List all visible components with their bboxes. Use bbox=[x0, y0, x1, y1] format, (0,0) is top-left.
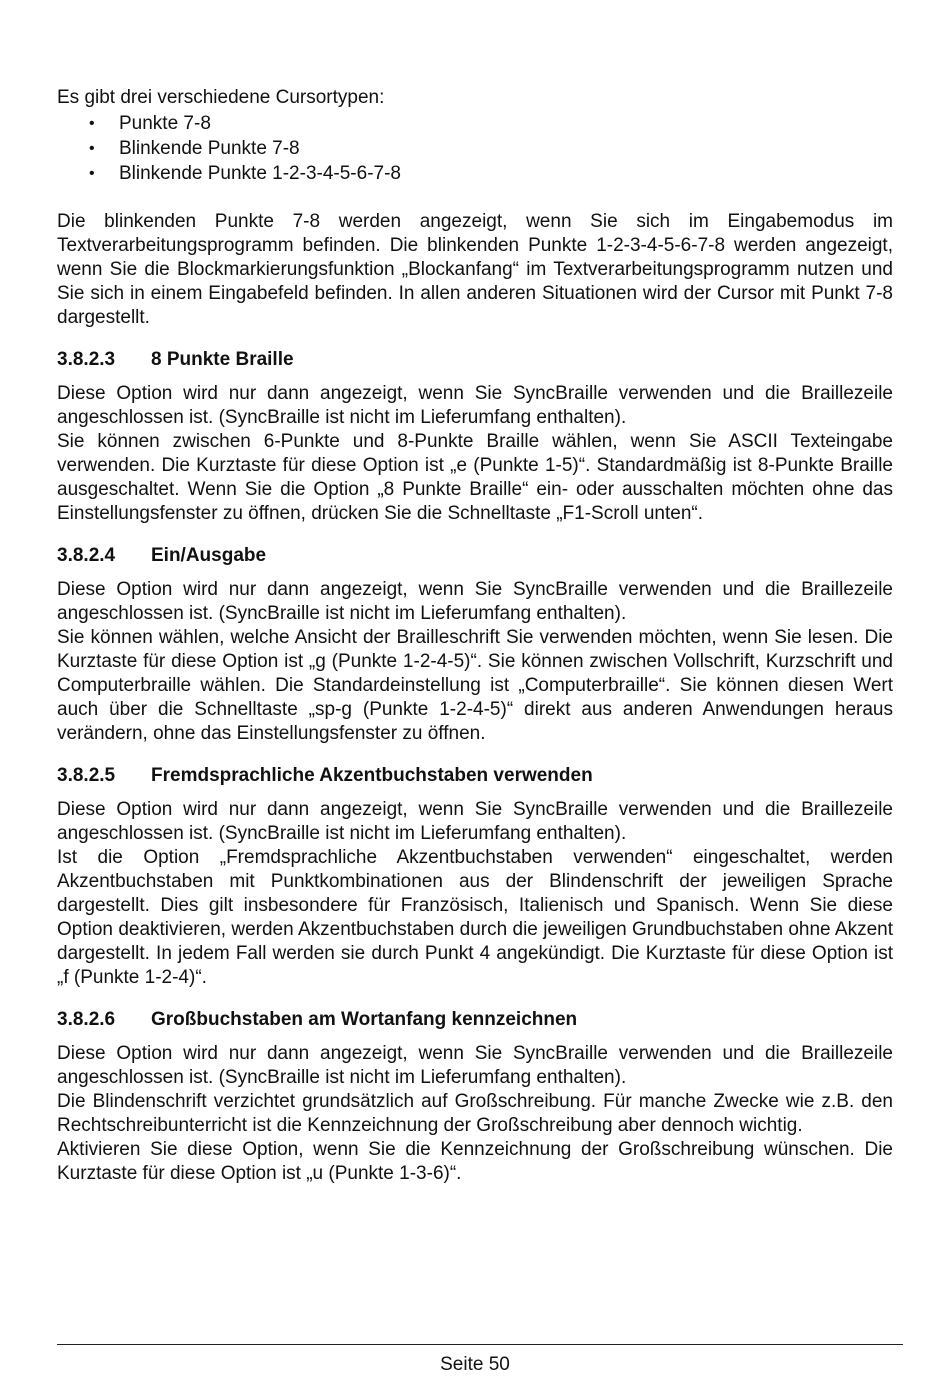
paragraph: Sie können wählen, welche Ansicht der Brailleschrift Sie verwenden möchten, wenn Sie lesen. Die Kurztaste für diese Option ist „g (Punkte 1-2-4-5)“. Sie können zwischen Vollschrift, Kurzschrift und Computerbraille wählen. Die Standardeinstellung ist „Computerbraille“. Sie können diesen Wert auch über die Schnelltaste „sp-g (Punkte 1-2-4-5)“ direkt aus anderen Anwendungen heraus verändern, ohne das Einstellungsfenster zu öffnen. bbox=[57, 627, 893, 744]
list-item: • Punkte 7-8 bbox=[89, 113, 211, 134]
intro-explanation: Die blinkenden Punkte 7-8 werden angezeigt, wenn Sie sich im Eingabemodus im Textverarbeitungsprogramm befinden. Die blinkenden Punkte 1-2-3-4-5-6-7-8 werden angezeigt, wenn Sie die Blockmarkierungsfunktion „Blockanfang“ im Textverarbeitungsprogramm nutzen und Sie sich in einem Eingabefeld befinden. In allen anderen Situationen wird der Cursor mit Punkt 7-8 dargestellt. bbox=[57, 211, 893, 328]
list-item: • Blinkende Punkte 7-8 bbox=[89, 138, 300, 159]
paragraph: Die Blindenschrift verzichtet grundsätzlich auf Großschreibung. Für manche Zwecke wie z.B. den Rechtschreibunterricht ist die Kennzeichnung der Großschreibung aber dennoch wichtig. bbox=[57, 1091, 893, 1136]
section-heading bbox=[57, 544, 893, 568]
section-title: Großbuchstaben am Wortanfang kennzeichnen bbox=[151, 1009, 578, 1030]
intro-lead: Es gibt drei verschiedene Cursortypen: bbox=[57, 87, 385, 108]
section-heading bbox=[57, 1008, 893, 1032]
paragraph: Aktivieren Sie diese Option, wenn Sie die Kennzeichnung der Großschreibung wünschen. Die Kurztaste für diese Option ist „u (Punkte 1-3-6)“. bbox=[57, 1139, 893, 1184]
page-number: Seite 50 bbox=[440, 1354, 510, 1375]
section-number: 3.8.2.4 bbox=[57, 545, 116, 566]
section-heading bbox=[57, 764, 893, 788]
paragraph: Diese Option wird nur dann angezeigt, wenn Sie SyncBraille verwenden und die Braillezeile angeschlossen ist. (SyncBraille ist nicht im Lieferumfang enthalten). bbox=[57, 799, 893, 844]
paragraph: Diese Option wird nur dann angezeigt, wenn Sie SyncBraille verwenden und die Braillezeile angeschlossen ist. (SyncBraille ist nicht im Lieferumfang enthalten). bbox=[57, 1043, 893, 1088]
document-body bbox=[57, 86, 893, 1186]
footer-divider bbox=[57, 1344, 903, 1345]
bullet-icon: • bbox=[89, 165, 95, 182]
paragraph: Ist die Option „Fremdsprachliche Akzentbuchstaben verwenden“ eingeschaltet, werden Akzentbuchstaben mit Punktkombinationen aus der Blindenschrift der jeweiligen Sprache dargestellt. Dies gilt insbesondere für Französisch, Italienisch und Spanisch. Wenn Sie diese Option deaktivieren, werden Akzentbuchstaben durch die jeweiligen Grundbuchstaben ohne Akzent dargestellt. In jedem Fall werden sie durch Punkt 4 angekündigt. Die Kurztaste für diese Option ist „f (Punkte 1-2-4)“. bbox=[57, 847, 893, 988]
section-number: 3.8.2.5 bbox=[57, 765, 116, 786]
section-title: 8 Punkte Braille bbox=[151, 349, 294, 370]
section-number: 3.8.2.3 bbox=[57, 349, 116, 370]
section-title: Fremdsprachliche Akzentbuchstaben verwenden bbox=[151, 765, 593, 786]
bullet-icon: • bbox=[89, 140, 95, 157]
list-item: • Blinkende Punkte 1-2-3-4-5-6-7-8 bbox=[89, 163, 401, 184]
cursor-type-list bbox=[57, 111, 893, 186]
section-heading bbox=[57, 348, 893, 372]
section-title: Ein/Ausgabe bbox=[151, 545, 267, 566]
bullet-icon: • bbox=[89, 115, 95, 132]
section-number: 3.8.2.6 bbox=[57, 1009, 116, 1030]
paragraph: Diese Option wird nur dann angezeigt, wenn Sie SyncBraille verwenden und die Braillezeile angeschlossen ist. (SyncBraille ist nicht im Lieferumfang enthalten). bbox=[57, 383, 893, 428]
paragraph: Diese Option wird nur dann angezeigt, wenn Sie SyncBraille verwenden und die Braillezeile angeschlossen ist. (SyncBraille ist nicht im Lieferumfang enthalten). bbox=[57, 579, 893, 624]
paragraph: Sie können zwischen 6-Punkte und 8-Punkte Braille wählen, wenn Sie ASCII Texteingabe verwenden. Die Kurztaste für diese Option ist „e (Punkte 1-5)“. Standardmäßig ist 8-Punkte Braille ausgeschaltet. Wenn Sie die Option „8 Punkte Braille“ ein- oder ausschalten möchten ohne das Einstellungsfenster zu öffnen, drücken Sie die Schnelltaste „F1-Scroll unten“. bbox=[57, 431, 893, 524]
